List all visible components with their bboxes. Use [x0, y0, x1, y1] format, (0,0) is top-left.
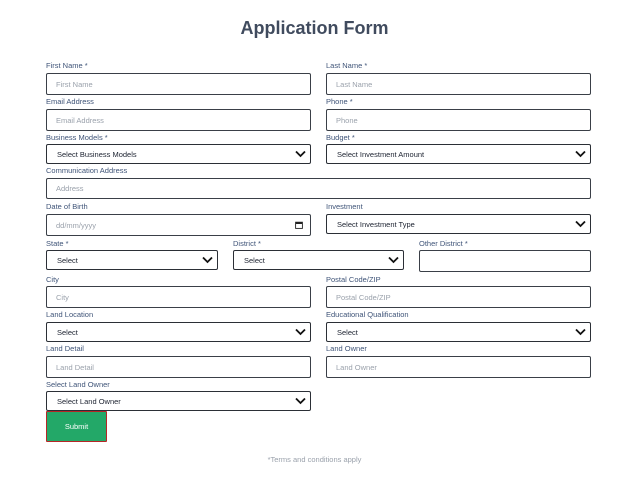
land-owner-label: Land Owner [326, 344, 367, 353]
postal-code-input[interactable]: Postal Code/ZIP [326, 286, 591, 308]
postal-code-label: Postal Code/ZIP [326, 275, 381, 284]
land-location-value: Select [57, 327, 78, 337]
city-input[interactable]: City [46, 286, 311, 308]
address-input[interactable]: Address [46, 178, 591, 199]
other-district-input[interactable] [419, 250, 591, 272]
chevron-down-icon [575, 150, 586, 158]
last-name-input[interactable]: Last Name [326, 73, 591, 95]
phone-label: Phone * [326, 97, 353, 106]
email-label: Email Address [46, 97, 94, 106]
land-location-select[interactable] [46, 322, 311, 342]
land-location-label: Land Location [46, 310, 94, 319]
budget-value: Select Investment Amount [337, 149, 425, 159]
other-district-label: Other District * [419, 239, 468, 248]
budget-label: Budget * [326, 133, 355, 142]
chevron-down-icon [295, 397, 306, 405]
budget-select[interactable] [326, 144, 591, 164]
email-input[interactable]: Email Address [46, 109, 311, 131]
date-of-birth-placeholder: dd/mm/yyyy [56, 220, 97, 230]
last-name-label: Last Name * [326, 61, 368, 70]
chevron-down-icon [202, 256, 213, 264]
select-land-owner-label: Select Land Owner [46, 380, 110, 389]
terms-note: *Terms and conditions apply [267, 455, 362, 464]
educational-qualification-label: Educational Qualification [326, 310, 409, 319]
page-title: Application Form [240, 18, 389, 38]
district-select[interactable] [233, 250, 404, 270]
date-of-birth-label: Date of Birth [46, 202, 88, 211]
select-land-owner-value: Select Land Owner [57, 396, 121, 406]
investment-label: Investment [326, 202, 363, 211]
submit-button[interactable]: Submit [46, 411, 107, 442]
state-label: State * [46, 239, 69, 248]
first-name-label: First Name * [46, 61, 88, 70]
land-detail-label: Land Detail [46, 344, 84, 353]
district-value: Select [244, 255, 265, 265]
select-land-owner-select[interactable] [46, 391, 311, 411]
land-detail-input[interactable]: Land Detail [46, 356, 311, 378]
chevron-down-icon [295, 328, 306, 336]
state-value: Select [57, 255, 78, 265]
investment-select[interactable] [326, 214, 591, 234]
business-models-value: Select Business Models [57, 149, 137, 159]
city-label: City [46, 275, 59, 284]
phone-input[interactable]: Phone [326, 109, 591, 131]
chevron-down-icon [575, 220, 586, 228]
state-select[interactable] [46, 250, 218, 270]
land-owner-input[interactable]: Land Owner [326, 356, 591, 378]
chevron-down-icon [295, 150, 306, 158]
investment-value: Select Investment Type [337, 219, 415, 229]
district-label: District * [233, 239, 261, 248]
date-of-birth-input[interactable] [46, 214, 311, 236]
calendar-icon[interactable] [295, 221, 303, 229]
educational-qualification-value: Select [337, 327, 358, 337]
educational-qualification-select[interactable] [326, 322, 591, 342]
business-models-select[interactable] [46, 144, 311, 164]
communication-address-label: Communication Address [46, 166, 128, 175]
chevron-down-icon [575, 328, 586, 336]
chevron-down-icon [388, 256, 399, 264]
first-name-input[interactable]: First Name [46, 73, 311, 95]
business-models-label: Business Models * [46, 133, 108, 142]
